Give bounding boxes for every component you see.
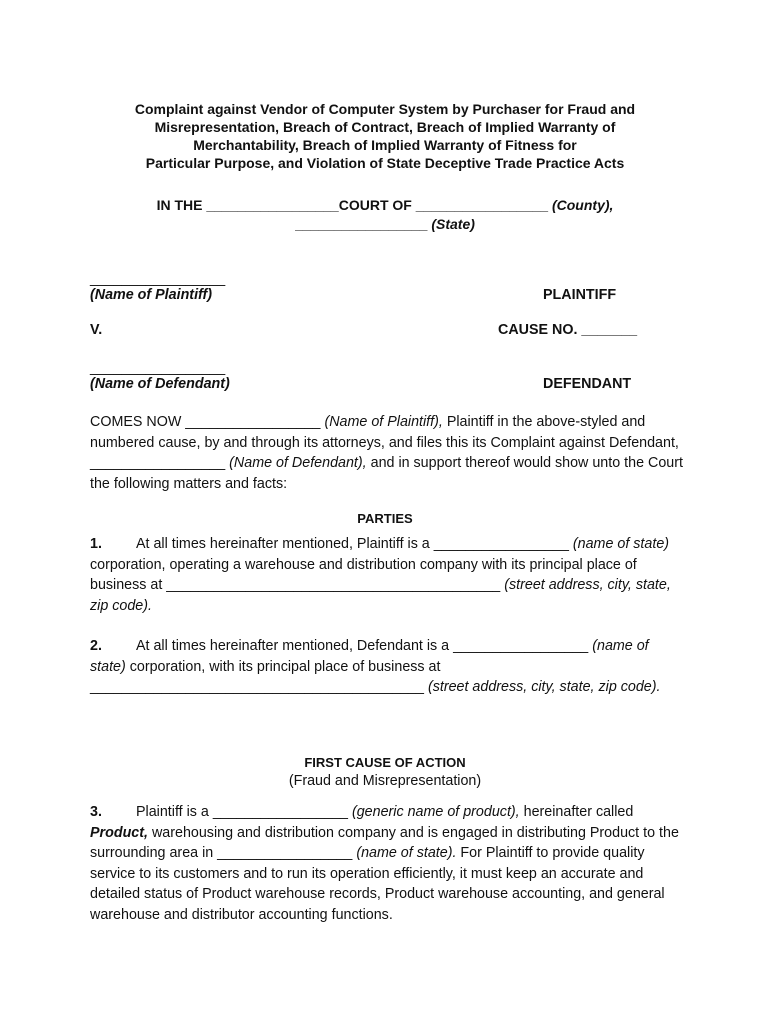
first-cause-subheading: (Fraud and Misrepresentation): [288, 773, 482, 789]
paragraph-2: [90, 636, 684, 698]
county-label: (County),: [551, 197, 614, 213]
paragraph-number: 1.: [90, 536, 102, 552]
intro-defendant-placeholder: (Name of Defendant),: [229, 455, 367, 471]
intro-text: COMES NOW _________________: [90, 414, 325, 430]
intro-text: Plaintiff in the above-styled and numbered cause, by and through its attorneys, and files this its Complaint against Defendant, _________________: [90, 414, 679, 471]
intro-paragraph: [90, 412, 684, 494]
paragraph-text: At all times hereinafter mentioned, Plaintiff is a _________________: [136, 536, 573, 552]
paragraph-text: corporation, operating a warehouse and distribution company with its principal place of business at __________________________________________: [90, 556, 637, 593]
court-line: [90, 196, 680, 215]
state-placeholder: (name of state): [90, 638, 649, 675]
paragraph-text: For Plaintiff to provide quality service to its customers and to run its operation efficiently, it must keep an accurate and detailed status of Product warehouse records, Product warehouse accounting, and general warehouse and distributor accounting functions.: [90, 845, 665, 923]
versus-label: V.: [90, 322, 103, 338]
state-line: [90, 215, 680, 234]
paragraph-number: 3.: [90, 804, 102, 820]
defendant-blank: _________________: [90, 360, 226, 376]
paragraph-number: 2.: [90, 638, 102, 654]
paragraph-1: [90, 534, 684, 616]
title-line: Particular Purpose, and Violation of State Deceptive Trade Practice Acts: [145, 155, 625, 171]
defendant-name: (Name of Defendant): [90, 376, 230, 392]
title-line: Merchantability, Breach of Implied Warranty of Fitness for: [193, 137, 577, 153]
court-name: IN THE _________________COURT OF _________________: [156, 197, 549, 213]
paragraph-text: At all times hereinafter mentioned, Defendant is a _________________: [136, 638, 593, 654]
intro-text: and in support thereof would show unto the Court the following matters and facts:: [90, 455, 683, 492]
plaintiff-name: (Name of Plaintiff): [90, 287, 213, 303]
parties-heading: PARTIES: [357, 511, 413, 526]
product-placeholder: (generic name of product),: [351, 804, 520, 820]
document-title: [90, 100, 680, 172]
product-term: Product,: [90, 824, 148, 841]
paragraph-text: corporation, with its principal place of business at __________________________________________: [90, 658, 441, 695]
plaintiff-blank: _________________: [90, 271, 226, 287]
paragraph-text: Plaintiff is a _________________: [136, 804, 352, 820]
title-line: Complaint against Vendor of Computer System by Purchaser for Fraud and: [134, 101, 636, 117]
state-label: (State): [431, 216, 475, 232]
defendant-label: DEFENDANT: [543, 376, 632, 392]
plaintiff-label: PLAINTIFF: [543, 287, 617, 303]
intro-plaintiff-placeholder: (Name of Plaintiff),: [324, 414, 443, 430]
address-placeholder: (street address, city, state, zip code).: [427, 679, 661, 695]
paragraph-text: warehousing and distribution company and is engaged in distributing Product to the surrounding area in _________________: [90, 824, 679, 861]
state-placeholder: (name of state): [572, 536, 670, 552]
paragraph-text: hereinafter called: [519, 804, 634, 820]
cause-number: CAUSE NO. _______: [498, 322, 638, 338]
paragraph-3: [90, 802, 684, 925]
state-blank: _________________: [295, 216, 428, 232]
address-placeholder: (street address, city, state, zip code).: [90, 577, 671, 614]
title-line: Misrepresentation, Breach of Contract, Breach of Implied Warranty of: [154, 119, 616, 135]
first-cause-heading: FIRST CAUSE OF ACTION: [304, 755, 466, 770]
state-placeholder: (name of state).: [356, 845, 457, 861]
